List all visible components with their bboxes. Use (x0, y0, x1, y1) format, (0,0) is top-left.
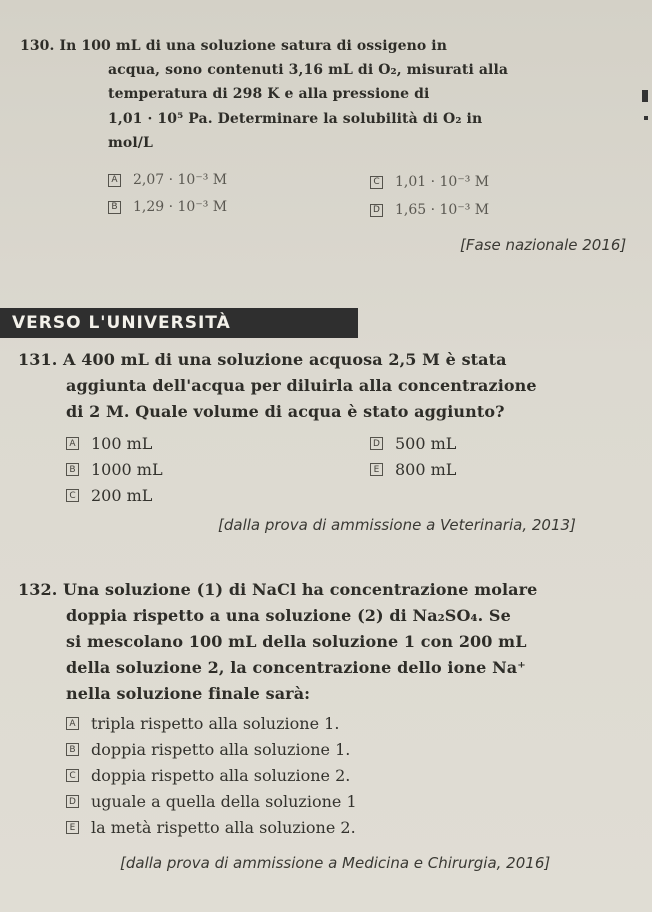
question-text-line: temperatura di 298 K e alla pressione di (108, 86, 430, 102)
option-text: 1,01 · 10⁻³ M (395, 174, 490, 190)
option-letter-box: C (370, 176, 383, 189)
question-source: [Fase nazionale 2016] (460, 236, 627, 254)
option-letter-box: D (370, 204, 383, 217)
answer-option-b (66, 740, 350, 759)
option-letter-box: C (66, 769, 79, 782)
option-text: la metà rispetto alla soluzione 2. (91, 818, 356, 837)
question-text-line: doppia rispetto a una soluzione (2) di Na₂SO₄. Se (66, 606, 511, 625)
option-text: 200 mL (91, 486, 153, 505)
option-text: uguale a quella della soluzione 1 (91, 792, 357, 811)
answer-option-d (370, 202, 489, 218)
option-text: 2,07 · 10⁻³ M (133, 172, 228, 188)
answer-option-b (108, 199, 227, 215)
option-text: doppia rispetto alla soluzione 1. (91, 740, 351, 759)
option-letter-box: B (108, 201, 121, 214)
answer-option-d (370, 434, 456, 453)
option-text: 1000 mL (91, 460, 163, 479)
option-letter-box: A (66, 437, 79, 450)
answer-option-c (66, 486, 152, 505)
option-text: 100 mL (91, 434, 153, 453)
option-letter-box: D (66, 795, 79, 808)
question-text-line: 132. Una soluzione (1) di NaCl ha concentrazione molare (18, 580, 538, 599)
question-text-line: 131. A 400 mL di una soluzione acquosa 2,5 M è stata (18, 350, 507, 369)
option-text: 1,65 · 10⁻³ M (395, 202, 490, 218)
answer-option-a (66, 434, 152, 453)
question-source: [dalla prova di ammissione a Medicina e Chirurgia, 2016] (120, 854, 551, 872)
option-letter-box: D (370, 437, 383, 450)
option-letter-box: C (66, 489, 79, 502)
option-letter-box: B (66, 743, 79, 756)
question-text-line: aggiunta dell'acqua per diluirla alla concentrazione (66, 376, 537, 395)
option-letter-box: B (66, 463, 79, 476)
option-text: 1,29 · 10⁻³ M (133, 199, 228, 215)
question-text-line: 130. In 100 mL di una soluzione satura di ossigeno in (20, 38, 447, 54)
option-letter-box: A (66, 717, 79, 730)
answer-option-a (66, 714, 339, 733)
option-text: doppia rispetto alla soluzione 2. (91, 766, 351, 785)
scan-edge-mark (644, 116, 648, 120)
question-text-line: di 2 M. Quale volume di acqua è stato aggiunto? (66, 402, 505, 421)
answer-option-c (370, 174, 489, 190)
question-text-line: della soluzione 2, la concentrazione dello ione Na⁺ (66, 658, 526, 677)
question-text-line: nella soluzione finale sarà: (66, 684, 311, 703)
option-letter-box: E (66, 821, 79, 834)
question-source: [dalla prova di ammissione a Veterinaria, 2013] (218, 516, 576, 534)
scan-edge-mark (642, 90, 648, 102)
section-banner: VERSO L'UNIVERSITÀ (0, 308, 358, 338)
answer-option-a (108, 172, 227, 188)
option-text: tripla rispetto alla soluzione 1. (91, 714, 340, 733)
question-text-line: acqua, sono contenuti 3,16 mL di O₂, misurati alla (108, 62, 509, 78)
option-letter-box: E (370, 463, 383, 476)
question-text-line: mol/L (108, 135, 153, 151)
answer-option-b (66, 460, 163, 479)
answer-option-e (370, 460, 456, 479)
answer-option-d (66, 792, 357, 811)
answer-option-c (66, 766, 350, 785)
answer-option-e (66, 818, 356, 837)
option-text: 500 mL (395, 434, 457, 453)
option-text: 800 mL (395, 460, 457, 479)
option-letter-box: A (108, 174, 121, 187)
question-text-line: 1,01 · 10⁵ Pa. Determinare la solubilità di O₂ in (108, 111, 483, 127)
question-text-line: si mescolano 100 mL della soluzione 1 con 200 mL (66, 632, 527, 651)
